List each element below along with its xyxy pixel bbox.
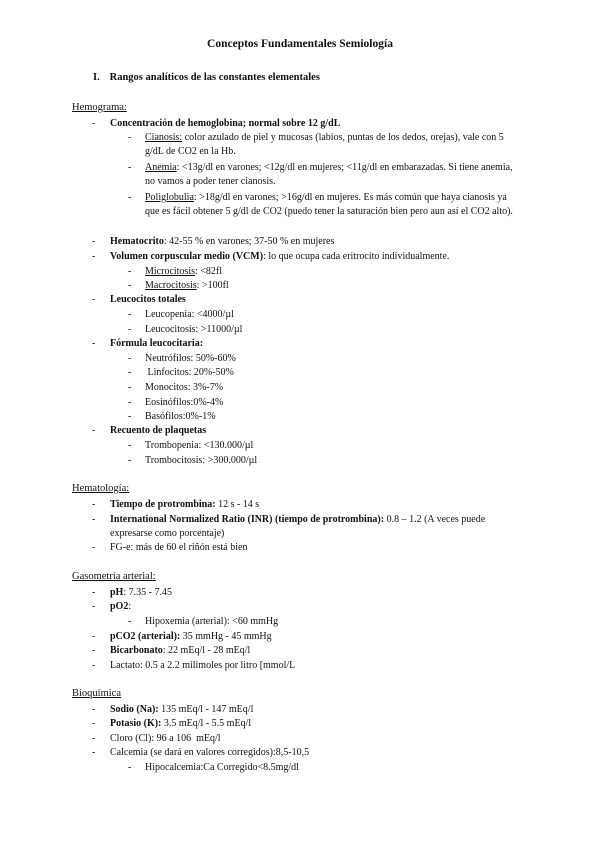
section-heading-text: Rangos analíticos de las constantes elementales [109, 72, 320, 83]
list-item: - Recuento de plaquetas [92, 425, 207, 436]
cianosis-term: Cianosis: [145, 132, 183, 143]
page-title: Conceptos Fundamentales Semiología [207, 38, 393, 50]
list-item: - Potasio (K): 3.5 mEq/l - 5.5 mEq/l [92, 718, 252, 729]
list-item: - Basófilos:0%-1% [128, 411, 216, 422]
list-item: - Fórmula leucocitaria: [92, 338, 204, 349]
gasometria-header: Gasometría arterial: [72, 571, 156, 582]
list-item: - Concentración de hemoglobina; normal sobre 12 g/dL [92, 117, 522, 131]
list-item: - Neutrófilos: 50%-60% [128, 353, 236, 364]
list-item: - Monocitos: 3%-7% [128, 382, 224, 393]
anemia-term: Anemia [145, 162, 177, 173]
list-item: - pCO2 (arterial): 35 mmHg - 45 mmHg [92, 631, 272, 642]
hemograma-header: Hemograma: [72, 102, 127, 113]
list-item: - Leucocitosis: >11000/µl [128, 324, 243, 335]
list-item: - Bicarbonato: 22 mEq/l - 28 mEq/l [92, 645, 251, 656]
list-item: - Anemia: <13g/dl en varones; <12g/dl en mujeres; <11g/dl en embarazadas. Si tiene anemia, no vamos a poder tener cianosis. [128, 162, 513, 187]
list-item: - Calcemia (se dará en valores corregidos):8,5-10,5 [92, 747, 310, 758]
list-item: - Trombocitosis: >300.000/µl [128, 455, 258, 466]
hb-label: Concentración de hemoglobina; normal sobre 12 g/dL [110, 118, 341, 129]
list-item: - Volumen corpuscular medio (VCM): lo que ocupa cada eritrocito individualmente. [92, 251, 450, 262]
list-item: - Hipocalcemia:Ca Corregido<8.5mg/dl [128, 762, 299, 773]
list-item: - Macrocitosis: >100fl [128, 280, 229, 291]
list-item: - Sodio (Na): 135 mEq/l - 147 mEq/l [92, 704, 254, 715]
section-heading [93, 72, 320, 83]
list-item: - Lactato: 0.5 a 2.2 milimoles por litro [mmol/L [92, 660, 296, 671]
list-item: - Cianosis: color azulado de piel y mucosas (labios, puntas de los dedos, orejas), vale con 5 g/dL de CO2 en la Hb. [128, 132, 504, 157]
section-number: I. [93, 72, 100, 83]
list-item: - Linfocitos: 20%-50% [128, 367, 234, 378]
list-item: - FG-e: más de 60 el riñón está bien [92, 542, 248, 553]
list-item: - Leucopenia: <4000/µl [128, 309, 234, 320]
list-item: - Poliglobulia: >18g/dl en varones; >16g/dl en mujeres. Es más común que haya cianosis ya que es fácil obtener 5 g/dl de CO2 (puedo tener la saturación bien pero aun así el CO2 alto). [128, 192, 513, 217]
list-item: - pH: 7.35 - 7.45 [92, 587, 172, 598]
list-item: - Hipoxemia (arterial): <60 mmHg [128, 616, 279, 627]
list-item: - Hematocrito: 42-55 % en varones; 37-50 % en mujeres [92, 236, 335, 247]
poliglobulia-term: Poliglobulia [145, 192, 194, 203]
list-item: - Cloro (Cl): 96 a 106 mEq/l [92, 733, 221, 744]
list-item: - Trombopenia: <130.000/µl [128, 440, 254, 451]
list-item: - International Normalized Ratio (INR) (tiempo de protrombina): 0.8 – 1.2 (A veces puede expresarse como porcentaje) [92, 514, 486, 539]
bioquimica-header: Bioquímica [72, 688, 121, 699]
list-item: - Eosinófilos:0%-4% [128, 397, 224, 408]
hematologia-header: Hematología: [72, 483, 130, 494]
list-item: - Microcitosis: <82fl [128, 266, 223, 277]
list-item: - Leucocitos totales [92, 294, 186, 305]
list-item: - pO2: [92, 601, 132, 612]
list-item: - Tiempo de protrombina: 12 s - 14 s [92, 499, 260, 510]
